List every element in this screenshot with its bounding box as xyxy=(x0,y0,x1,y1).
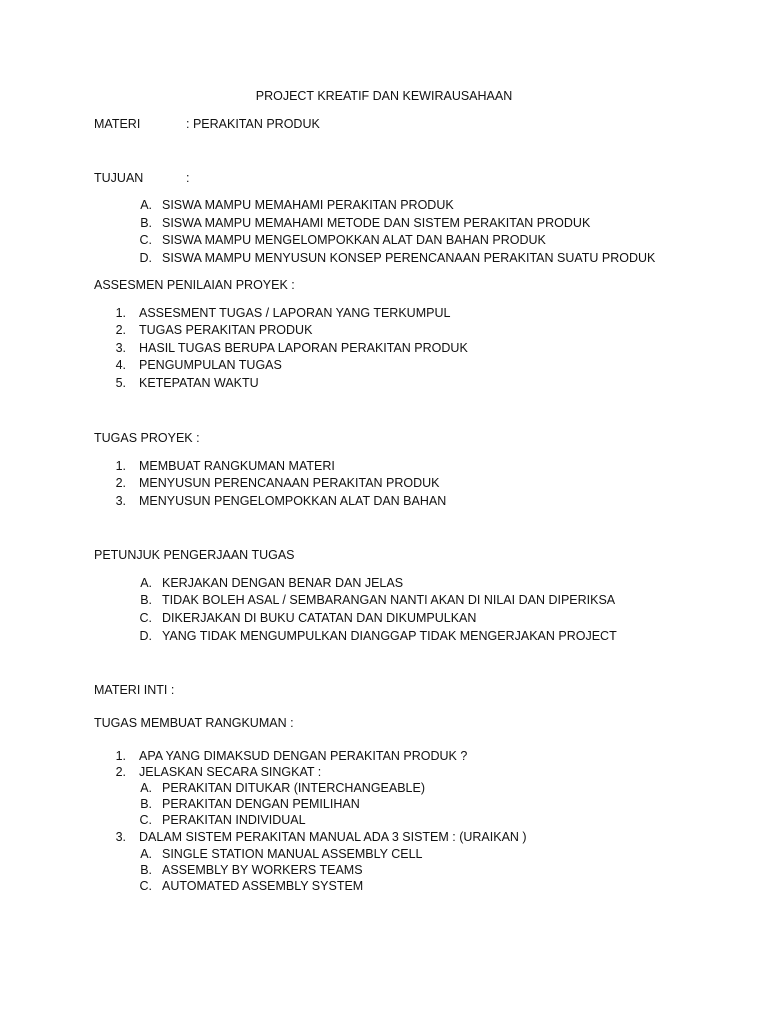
list-item: APA YANG DIMAKSUD DENGAN PERAKITAN PRODUK ? xyxy=(139,749,468,763)
list-item: TIDAK BOLEH ASAL / SEMBARANGAN NANTI AKAN DI NILAI DAN DIPERIKSA xyxy=(162,593,616,607)
list-marker: B. xyxy=(140,593,152,607)
list-marker: 2. xyxy=(115,323,126,337)
list-item: SISWA MAMPU MENGELOMPOKKAN ALAT DAN BAHAN PRODUK xyxy=(162,233,546,247)
materi-label: MATERI xyxy=(94,117,141,131)
list-item: ASSESMENT TUGAS / LAPORAN YANG TERKUMPUL xyxy=(139,306,451,320)
list-marker: 1. xyxy=(115,306,126,320)
sublist-item: AUTOMATED ASSEMBLY SYSTEM xyxy=(162,879,364,893)
sublist-marker: A. xyxy=(140,847,152,861)
sublist-item: ASSEMBLY BY WORKERS TEAMS xyxy=(162,863,363,877)
sublist-marker: B. xyxy=(140,797,152,811)
tujuan-colon: : xyxy=(186,171,190,185)
materi-inti-heading: MATERI INTI : xyxy=(94,683,175,697)
materi-value: : PERAKITAN PRODUK xyxy=(186,117,320,131)
list-marker: 2. xyxy=(115,476,126,490)
list-marker: 5. xyxy=(115,376,126,390)
list-item: MEMBUAT RANGKUMAN MATERI xyxy=(139,459,335,473)
list-item: DIKERJAKAN DI BUKU CATATAN DAN DIKUMPULKAN xyxy=(162,611,477,625)
list-marker: 4. xyxy=(115,358,126,372)
list-marker: 3. xyxy=(115,830,126,844)
document-title: PROJECT KREATIF DAN KEWIRAUSAHAAN xyxy=(255,89,513,103)
assesmen-heading: ASSESMEN PENILAIAN PROYEK : xyxy=(94,278,295,292)
list-marker: A. xyxy=(140,198,152,212)
list-item: TUGAS PERAKITAN PRODUK xyxy=(139,323,313,337)
list-item: SISWA MAMPU MEMAHAMI PERAKITAN PRODUK xyxy=(162,198,454,212)
list-marker: D. xyxy=(139,629,152,643)
list-item: MENYUSUN PENGELOMPOKKAN ALAT DAN BAHAN xyxy=(139,494,447,508)
list-item: YANG TIDAK MENGUMPULKAN DIANGGAP TIDAK MENGERJAKAN PROJECT xyxy=(162,629,617,643)
sublist-item: PERAKITAN DENGAN PEMILIHAN xyxy=(162,797,360,811)
list-marker: C. xyxy=(139,611,152,625)
tujuan-label: TUJUAN xyxy=(94,171,144,185)
list-item: JELASKAN SECARA SINGKAT : xyxy=(139,765,322,779)
list-item: DALAM SISTEM PERAKITAN MANUAL ADA 3 SISTEM : (URAIKAN ) xyxy=(139,830,527,844)
sublist-marker: C. xyxy=(139,813,152,827)
sublist-marker: C. xyxy=(139,879,152,893)
sublist-item: SINGLE STATION MANUAL ASSEMBLY CELL xyxy=(162,847,423,861)
tugas-proyek-heading: TUGAS PROYEK : xyxy=(94,431,200,445)
list-item: SISWA MAMPU MEMAHAMI METODE DAN SISTEM PERAKITAN PRODUK xyxy=(162,216,591,230)
sublist-marker: A. xyxy=(140,781,152,795)
rangkuman-heading: TUGAS MEMBUAT RANGKUMAN : xyxy=(94,716,294,730)
list-marker: B. xyxy=(140,216,152,230)
list-item: KERJAKAN DENGAN BENAR DAN JELAS xyxy=(162,576,404,590)
petunjuk-heading: PETUNJUK PENGERJAAN TUGAS xyxy=(94,548,295,562)
list-item: MENYUSUN PERENCANAAN PERAKITAN PRODUK xyxy=(139,476,440,490)
list-item: HASIL TUGAS BERUPA LAPORAN PERAKITAN PRODUK xyxy=(139,341,468,355)
list-marker: C. xyxy=(139,233,152,247)
sublist-item: PERAKITAN INDIVIDUAL xyxy=(162,813,306,827)
list-marker: 1. xyxy=(115,749,126,763)
sublist-marker: B. xyxy=(140,863,152,877)
sublist-item: PERAKITAN DITUKAR (INTERCHANGEABLE) xyxy=(162,781,426,795)
list-marker: 1. xyxy=(115,459,126,473)
list-marker: 3. xyxy=(115,494,126,508)
list-item: SISWA MAMPU MENYUSUN KONSEP PERENCANAAN PERAKITAN SUATU PRODUK xyxy=(162,251,656,265)
list-marker: 2. xyxy=(115,765,126,779)
list-item: PENGUMPULAN TUGAS xyxy=(139,358,282,372)
list-marker: D. xyxy=(139,251,152,265)
list-marker: 3. xyxy=(115,341,126,355)
list-item: KETEPATAN WAKTU xyxy=(139,376,259,390)
list-marker: A. xyxy=(140,576,152,590)
